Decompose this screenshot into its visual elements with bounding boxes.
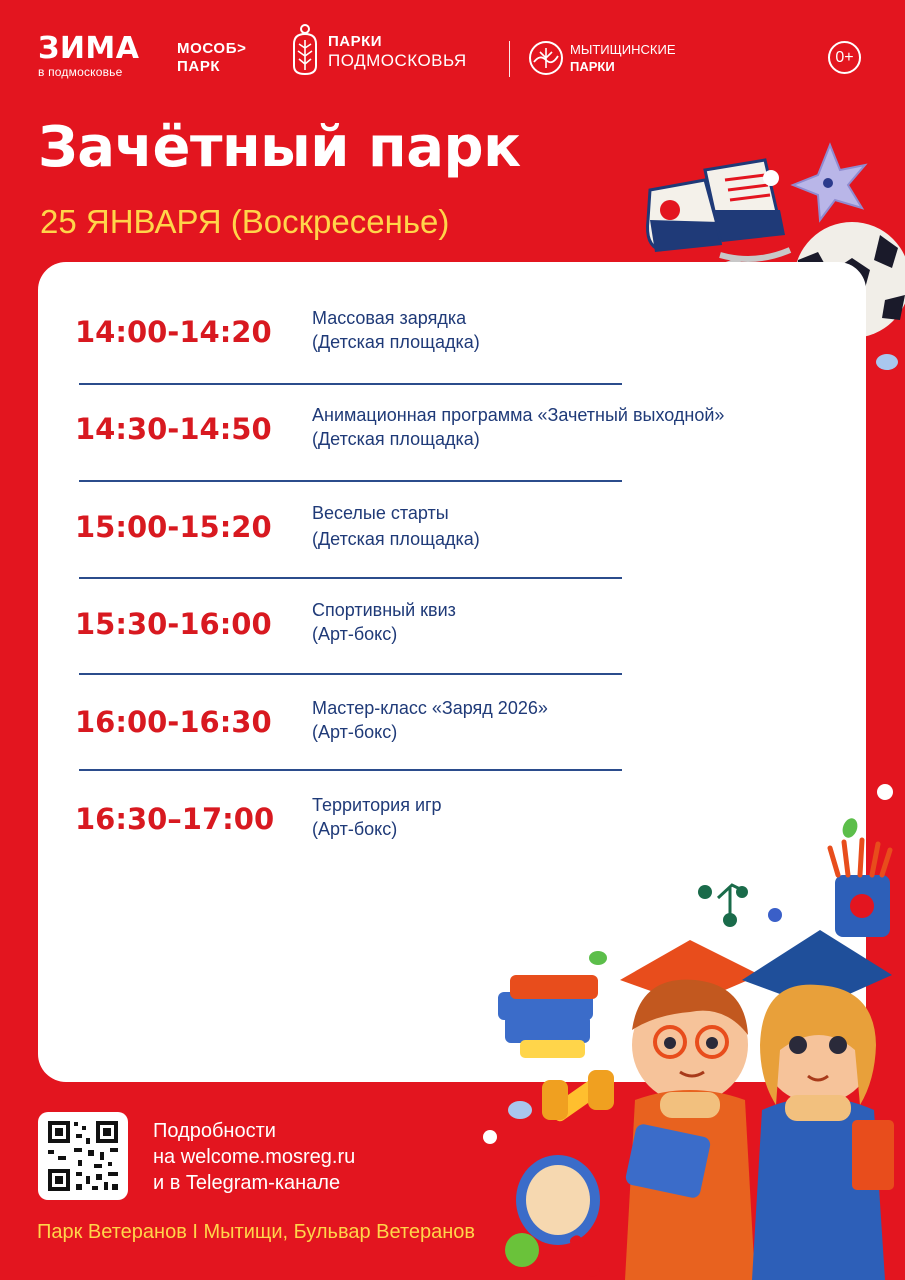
schedule-row: [75, 696, 835, 756]
schedule-activity: Спортивный квиз: [312, 600, 456, 620]
mosoblpark-logo-line1: МОСОБ>: [177, 40, 247, 57]
myt-logo-line2: ПАРКИ: [570, 59, 615, 74]
row-divider: [79, 383, 622, 385]
berries-icon: [698, 885, 748, 927]
event-address: Парк Ветеранов I Мытищи, Бульвар Ветеранов: [37, 1221, 476, 1243]
schedule-row: [75, 306, 835, 366]
schedule-location: (Детская площадка): [312, 332, 480, 352]
students-decoration: [480, 780, 905, 1280]
schedule-activity: Массовая зарядка: [312, 308, 467, 328]
age-rating-badge: 0+: [828, 41, 861, 74]
schedule-activity: Анимационная программа «Зачетный выходной»: [312, 405, 725, 425]
schedule-location: (Арт-бокс): [312, 819, 398, 839]
mosoblpark-logo-line2: ПАРК: [177, 58, 221, 75]
parki-logo-line2: ПОДМОСКОВЬЯ: [328, 51, 467, 70]
row-divider: [79, 480, 622, 482]
myt-logo-line1: МЫТИЩИНСКИЕ: [570, 42, 676, 57]
schedule-activity: Веселые старты: [312, 503, 449, 523]
qr-code-icon: [38, 1112, 128, 1200]
schedule-time: 16:30–17:00: [75, 802, 275, 836]
mosoblpark-logo: [177, 40, 246, 76]
zima-logo-title: ЗИМА: [38, 31, 140, 66]
schedule-location: (Детская площадка): [312, 529, 480, 549]
schedule-location: (Арт-бокс): [312, 722, 398, 742]
zima-logo-subtitle: в подмосковье: [38, 65, 123, 79]
schedule-time: 15:30-16:00: [75, 607, 272, 641]
mitten-tree-icon: [290, 24, 320, 78]
schedule-activity: Мастер-класс «Заряд 2026»: [312, 698, 548, 718]
zima-logo: [38, 31, 140, 79]
schedule-location: (Детская площадка): [312, 429, 480, 449]
page-title: Зачётный парк: [38, 115, 521, 180]
boy-student-icon: [620, 940, 760, 1280]
schedule-row: [75, 501, 835, 561]
row-divider: [79, 673, 622, 675]
books-icon: [498, 975, 598, 1058]
row-divider: [79, 769, 622, 771]
schedule-activity: Территория игр: [312, 795, 442, 815]
schedule-time: 14:00-14:20: [75, 315, 272, 349]
schedule-row: [75, 598, 835, 658]
park-emblem-icon: [528, 40, 564, 76]
schedule-time: 14:30-14:50: [75, 412, 272, 446]
dumbbell-icon: [542, 1070, 614, 1124]
schedule-location: (Арт-бокс): [312, 624, 398, 644]
row-divider: [79, 577, 622, 579]
schedule-time: 16:00-16:30: [75, 705, 272, 739]
girl-student-icon: [742, 930, 894, 1280]
logo-divider: [509, 41, 510, 77]
pencil-cup-icon: [830, 840, 890, 937]
details-line3: и в Telegram-канале: [153, 1172, 341, 1194]
schedule-time: 15:00-15:20: [75, 510, 272, 544]
details-line1: Подробности: [153, 1120, 276, 1142]
mytishchinskie-parki-logo: [528, 40, 676, 76]
details-line2: на welcome.mosreg.ru: [153, 1146, 356, 1168]
schedule-row: [75, 403, 835, 463]
parki-podmoskovya-logo: [290, 24, 467, 78]
qr-code[interactable]: [38, 1112, 128, 1200]
racket-icon: [505, 1155, 601, 1278]
event-date: 25 ЯНВАРЯ (Воскресенье): [40, 203, 450, 240]
details-info: [153, 1118, 355, 1196]
parki-logo-line1: ПАРКИ: [328, 33, 383, 50]
